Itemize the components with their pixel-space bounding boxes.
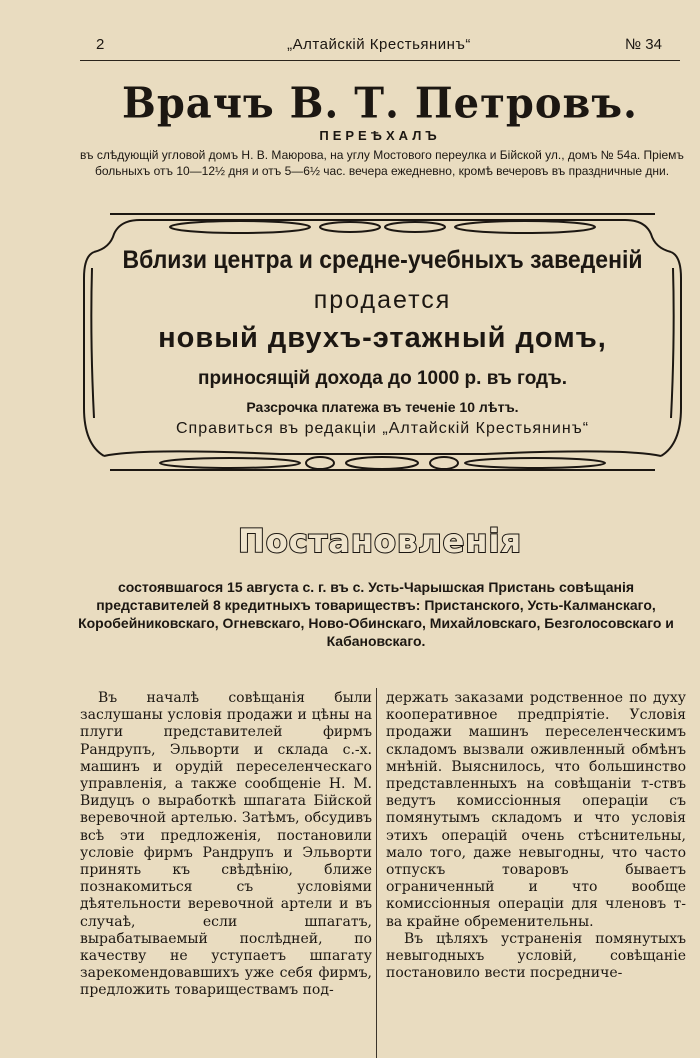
house-ad-headline: Вблизи центра и средне-учебныхъ заведеній: [122, 246, 643, 274]
article-paragraph: держать заказами родственное по духу кооперативное предпріятіе. Условія продажи машинъ переселенческимъ складомъ вызвали оживленный обмѣнъ мнѣній. Выяснилось, что большинство представленныхъ на совѣщаніи т-ствъ ведутъ комиссіонныя операціи съ помянутымъ складомъ и что условія этихъ операцій очень стѣснительны, мало того, даже невыгодны, что часто отпускъ товаровъ бываетъ ограниченный и что вообще комиссіонныя операціи для членовъ т-ва крайне обременительны.: [386, 690, 686, 930]
doctor-name: Врачъ В. Т. Петровъ.: [122, 78, 638, 129]
article-column-left: [80, 690, 372, 1000]
doctor-moved-label: ПЕРЕѢХАЛЪ: [319, 128, 441, 143]
article-paragraph: Въ началѣ совѣщанія были заслушаны условія продажи и цѣны на плуги представителей фирмъ Рандрупъ, Эльворти и склада с.-х. машинъ и орудій переселенческаго управленія, а также сообщеніе Н. М. Видуцъ о выработкѣ шпагата Бійской веревочной артелью. Затѣмъ, обсудивъ всѣ эти предложенія, постановили условіе фирмъ Рандрупъ и Эльворти принять къ свѣдѣнію, ближе познакомиться съ условіями дѣятельности веревочной артели и въ случаѣ, если шпагатъ, вырабатываемый послѣдней, по качеству не уступаетъ шпагату зарекомендовавшихъ уже себя фирмъ, предложить товариществамъ под-: [80, 690, 372, 999]
newspaper-title: „Алтайскій Крестьянинъ“: [287, 36, 471, 53]
house-ad-for-sale: продается: [313, 286, 452, 314]
house-ad-income: приносящій дохода до 1000 р. въ годъ.: [197, 368, 567, 389]
article-column-right: [386, 690, 686, 982]
page-header: [80, 34, 678, 58]
doctor-address-text: въ слѣдующій угловой домъ Н. В. Маюрова, на углу Мостового переулка и Бійской ул., домъ № 54а. Пріемъ больныхъ отъ 10—12½ дня и отъ 5—6½ час. вечера ежедневно, кромѣ вечеровъ въ праздничные дни.: [80, 148, 684, 178]
column-divider: [376, 688, 377, 1058]
issue-number: № 34: [625, 36, 662, 53]
article-title: Постановленія: [238, 522, 522, 560]
article-paragraph: Въ цѣляхъ устраненія помянутыхъ невыгодныхъ условій, совѣщаніе постановило вести посредниче-: [386, 930, 686, 982]
article-subtitle: состоявшагося 15 августа с. г. въ с. Усть-Чарышская Пристань совѣщанія представителей 8 кредитныхъ товариществъ: Пристанского, Усть-Калманскаго, Коробейниковскаго, Огневскаго, Ново-Обинскаго, Михайловскаго, Безголосовскаго и Кабановскаго.: [78, 579, 674, 649]
house-ad-contact: Справиться въ редакціи „Алтайскій Крестьянинъ“: [175, 420, 590, 437]
house-ad-installment: Разсрочка платежа въ теченіе 10 лѣтъ.: [246, 399, 519, 415]
house-ad-house: новый двухъ-этажный домъ,: [158, 322, 607, 354]
header-rule: [80, 60, 680, 61]
page-number: 2: [96, 36, 105, 53]
